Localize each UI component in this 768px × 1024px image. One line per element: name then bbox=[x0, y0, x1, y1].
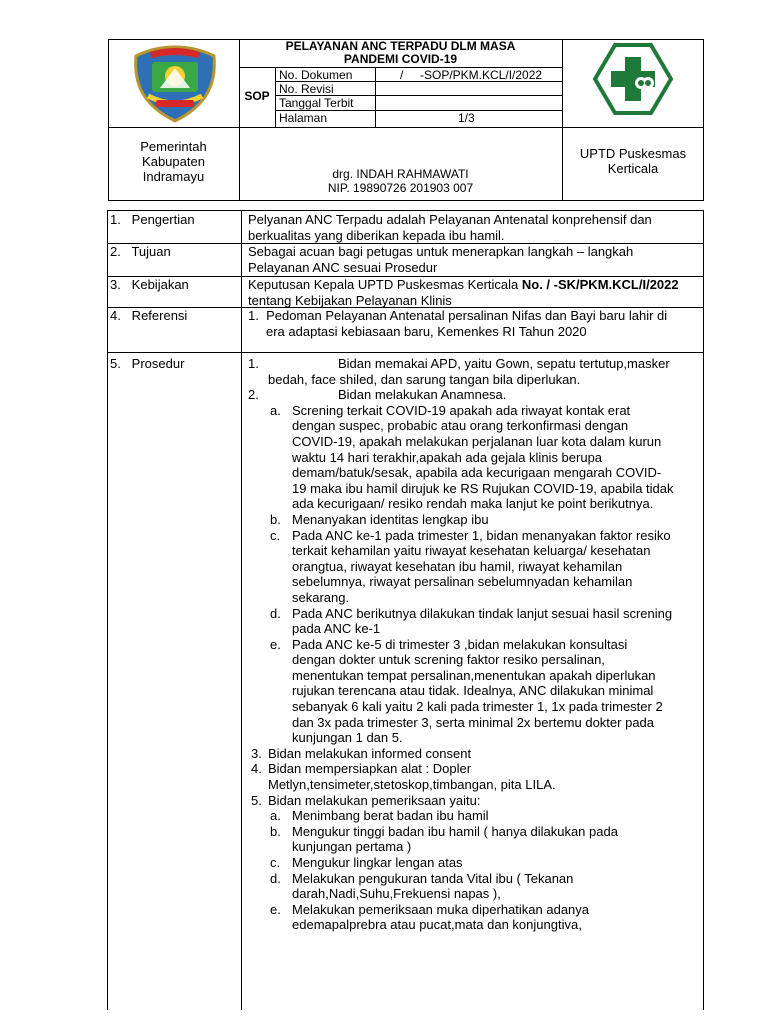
line-group bbox=[292, 403, 700, 512]
meta-label-revisi: No. Revisi bbox=[279, 82, 334, 96]
line: sebelumnya, riwayat persalinan sebelumnyadan kehamilan bbox=[292, 574, 633, 590]
substep bbox=[248, 528, 700, 606]
tujuan-line: Sebagai acuan bagi petugas untuk menerapkan langkah – langkah bbox=[248, 244, 634, 259]
step-number: 5. bbox=[251, 792, 262, 808]
line-group bbox=[292, 606, 700, 637]
pengertian-line: berkualitas yang diberikan kepada ibu hamil. bbox=[248, 227, 505, 243]
line: demam/batuk/sesak, apabila ada kecurigaan mengarah COVID- bbox=[292, 465, 662, 481]
line: darah,Nadi,Suhu,Frekuensi napas ), bbox=[292, 886, 501, 902]
substep bbox=[248, 902, 700, 933]
line-group bbox=[292, 637, 700, 746]
step-4 bbox=[248, 761, 700, 777]
sop-label: SOP bbox=[244, 89, 270, 103]
line: dengan suspec, probabic atau orang terkonfirmasi dengan bbox=[292, 418, 629, 434]
tujuan-line: Pelayanan ANC sesuai Prosedur bbox=[248, 259, 438, 275]
line: terkait kehamilan yaitu riwayat kesehatan keluarga/ kesehatan bbox=[292, 543, 651, 559]
line: kunjungan 1 dan 5. bbox=[292, 730, 403, 746]
gov-line-1: Pemerintah bbox=[140, 139, 207, 154]
line: orangtua, riwayat kesehatan ibu hamil, riwayat kehamilan bbox=[292, 558, 623, 574]
step-number: 2. bbox=[248, 387, 259, 403]
meta-value-halaman: 1/3 bbox=[458, 111, 475, 125]
step-number: 4. bbox=[251, 761, 262, 777]
referensi-line: 1. Pedoman Pelayanan Antenatal persalinan Nifas dan Bayi baru lahir di bbox=[248, 308, 668, 323]
substep-marker: d. bbox=[270, 870, 281, 886]
label-kebijakan: 3. Kebijakan bbox=[110, 277, 189, 292]
line: 19 maka ibu hamil dirujuk ke RS Rujukan COVID-19, apabila tidak bbox=[292, 480, 674, 496]
line-group bbox=[292, 824, 700, 855]
document-title bbox=[239, 40, 562, 66]
unit-label bbox=[562, 146, 704, 176]
step-text: Bidan mempersiapkan alat : Dopler bbox=[268, 761, 472, 777]
step-3 bbox=[248, 746, 700, 762]
unit-line-2: Kerticala bbox=[607, 161, 659, 176]
line-group bbox=[292, 528, 700, 606]
line: ada kecurigaan/ resiko rendah maka lanjut ke point berikutnya. bbox=[292, 496, 654, 512]
line: menentukan tempat persalinan,menentukan apakah diperlukan bbox=[292, 667, 656, 683]
meta-label-tanggal: Tanggal Terbit bbox=[279, 96, 354, 110]
signer-nip: NIP. 19890726 201903 007 bbox=[327, 181, 474, 195]
line-group bbox=[292, 808, 700, 824]
line: kunjungan pertama ) bbox=[292, 839, 412, 855]
unit-line-1: UPTD Puskesmas bbox=[579, 146, 687, 161]
indramayu-emblem-icon bbox=[130, 44, 220, 124]
substep-marker: e. bbox=[270, 636, 281, 652]
step-text: Bidan melakukan informed consent bbox=[268, 745, 472, 761]
line-group bbox=[292, 855, 700, 871]
line: Mengukur tinggi badan ibu hamil ( hanya dilakukan pada bbox=[292, 823, 618, 839]
signer-block bbox=[239, 167, 562, 195]
meta-label-dokumen: No. Dokumen bbox=[279, 68, 353, 82]
line: waktu 14 hari terakhir,apakah ada gejala klinis berupa bbox=[292, 449, 603, 465]
meta-label-halaman: Halaman bbox=[279, 111, 328, 125]
step-text: Metlyn,tensimeter,stetoskop,timbangan, pita LILA. bbox=[268, 777, 556, 793]
substep-marker: b. bbox=[270, 511, 281, 527]
substep bbox=[248, 637, 700, 746]
substep-marker: e. bbox=[270, 901, 281, 917]
step-number: 3. bbox=[251, 745, 262, 761]
substep-marker: a. bbox=[270, 402, 281, 418]
text-kebijakan bbox=[248, 277, 702, 308]
substep bbox=[248, 606, 700, 637]
line: sekarang. bbox=[292, 589, 350, 605]
label-referensi: 4. Referensi bbox=[110, 308, 188, 323]
step-text: Bidan melakukan Anamnesa. bbox=[338, 387, 507, 403]
line: rujukan terencana atau tidak. Idealnya, ANC dilakukan minimal bbox=[292, 683, 654, 699]
line: dan 3x pada trimester 3, serta minimal 2x bertemu dokter pada bbox=[292, 714, 655, 730]
line: Pada ANC ke-5 di trimester 3 ,bidan melakukan konsultasi bbox=[292, 636, 628, 652]
line: Pada ANC berikutnya dilakukan tindak lanjut sesuai hasil screning bbox=[292, 605, 673, 621]
substep-marker: d. bbox=[270, 605, 281, 621]
substep bbox=[248, 403, 700, 512]
substep-marker: c. bbox=[270, 855, 281, 870]
line: edemapalprebra atau pucat,mata dan konjungtiva, bbox=[292, 917, 582, 933]
kebijakan-text: Keputusan Kepala UPTD Puskesmas Kerticala bbox=[248, 277, 522, 292]
line: Melakukan pengukuran tanda Vital ibu ( Tekanan bbox=[292, 870, 574, 886]
substep-marker: a. bbox=[270, 808, 281, 824]
step-5 bbox=[248, 793, 700, 809]
step-text: Bidan memakai APD, yaitu Gown, sepatu tertutup,masker bbox=[338, 356, 670, 371]
kebijakan-sk-number: No. / -SK/PKM.KCL/I/2022 bbox=[521, 277, 679, 292]
line: Pada ANC ke-1 pada trimester 1, bidan menanyakan faktor resiko bbox=[292, 527, 671, 543]
line: COVID-19, apakah melakukan perjalanan luar kota dalam kurun bbox=[292, 433, 662, 449]
step-number: 1. bbox=[248, 356, 259, 371]
line: pada ANC ke-1 bbox=[292, 621, 381, 637]
title-line-1: PELAYANAN ANC TERPADU DLM MASA bbox=[285, 39, 516, 53]
line-group bbox=[292, 902, 700, 933]
government-label bbox=[108, 139, 239, 184]
referensi-line: era adaptasi kebiasaan baru, Kemenkes RI Tahun 2020 bbox=[266, 323, 587, 339]
substep bbox=[248, 871, 700, 902]
line: Mengukur lingkar lengan atas bbox=[292, 855, 463, 870]
text-tujuan bbox=[248, 244, 698, 275]
pengertian-line: Pelyanan ANC Terpadu adalah Pelayanan Antenatal konprehensif dan bbox=[248, 212, 652, 227]
gov-line-2: Kabupaten bbox=[142, 154, 205, 169]
text-referensi bbox=[248, 308, 700, 339]
line-group bbox=[292, 871, 700, 902]
step-1 bbox=[248, 356, 700, 372]
label-pengertian: 1. Pengertian bbox=[110, 212, 195, 227]
kebijakan-line: tentang Kebijakan Pelayanan Klinis bbox=[248, 292, 452, 308]
line: Melakukan pemeriksaan muka diperhatikan adanya bbox=[292, 901, 590, 917]
signer-name: drg. INDAH RAHMAWATI bbox=[332, 167, 469, 181]
substep-marker: b. bbox=[270, 823, 281, 839]
step-text: Bidan melakukan pemeriksaan yaitu: bbox=[268, 792, 481, 808]
line: Menanyakan identitas lengkap ibu bbox=[292, 511, 489, 527]
line-group bbox=[292, 512, 700, 528]
line: Screning terkait COVID-19 apakah ada riwayat kontak erat bbox=[292, 402, 631, 418]
puskesmas-logo-icon bbox=[591, 42, 675, 116]
meta-value-dokumen: / -SOP/PKM.KCL/I/2022 bbox=[400, 68, 543, 82]
substep bbox=[248, 808, 700, 824]
line: dengan dokter untuk screning faktor resiko persalinan, bbox=[292, 652, 605, 668]
substep bbox=[248, 512, 700, 528]
gov-line-3: Indramayu bbox=[142, 169, 205, 184]
step-text: bedah, face shiled, dan sarung tangan bila diperlukan. bbox=[268, 371, 581, 387]
line: Menimbang berat badan ibu hamil bbox=[292, 808, 489, 824]
label-tujuan: 2. Tujuan bbox=[110, 244, 171, 259]
substep-marker: c. bbox=[270, 527, 281, 543]
line: sebanyak 6 kali yaitu 2 kali pada trimester 1, 1x pada trimester 2 bbox=[292, 699, 663, 715]
prosedur-content bbox=[248, 356, 700, 933]
title-line-2: PANDEMI COVID-19 bbox=[343, 52, 458, 66]
text-pengertian bbox=[248, 212, 698, 243]
step-2 bbox=[248, 387, 700, 403]
label-prosedur: 5. Prosedur bbox=[110, 356, 185, 371]
substep bbox=[248, 855, 700, 871]
substep bbox=[248, 824, 700, 855]
